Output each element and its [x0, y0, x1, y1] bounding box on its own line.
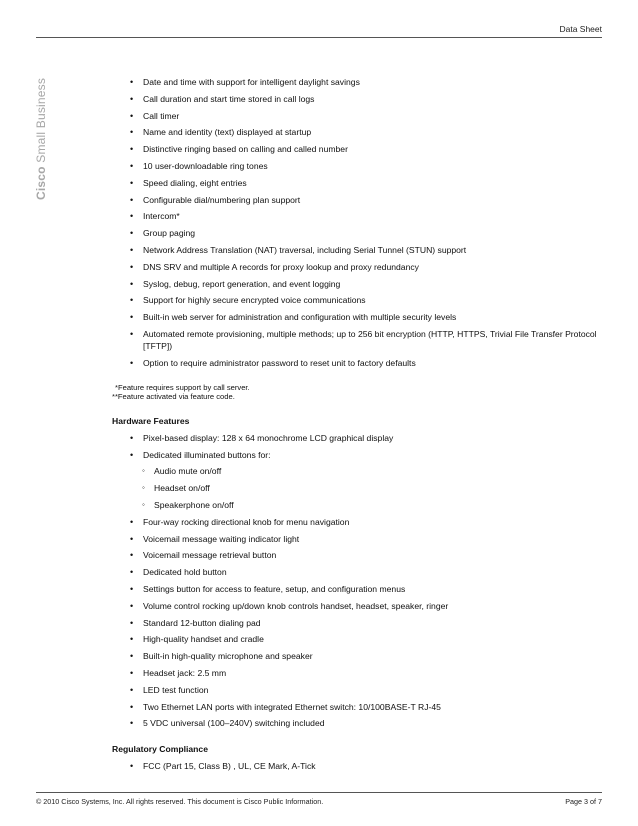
- list-item: • Pixel-based display: 128 x 64 monochrome LCD graphical display: [112, 432, 602, 444]
- list-item: • Voicemail message retrieval button: [112, 549, 602, 561]
- header-divider: [36, 37, 602, 38]
- list-item: • FCC (Part 15, Class B) , UL, CE Mark, A-Tick: [112, 760, 602, 772]
- list-item: • Dedicated hold button: [112, 566, 602, 578]
- list-item: • 10 user-downloadable ring tones: [112, 160, 602, 172]
- list-item: • Syslog, debug, report generation, and event logging: [112, 278, 602, 290]
- list-item: • Call duration and start time stored in call logs: [112, 93, 602, 105]
- hardware-features-list: [112, 432, 602, 730]
- hardware-features-heading: Hardware Features: [112, 415, 190, 426]
- sub-list-item: ◦ Speakerphone on/off: [112, 499, 602, 511]
- list-item: • Option to require administrator password to reset unit to factory defaults: [112, 357, 602, 369]
- footnote-call-server: *Feature requires support by call server.: [115, 382, 250, 392]
- main-content: [112, 76, 602, 777]
- list-item: • Dedicated illuminated buttons for:: [112, 449, 602, 461]
- regulatory-compliance-heading: Regulatory Compliance: [112, 744, 208, 755]
- list-item: • 5 VDC universal (100–240V) switching included: [112, 717, 602, 729]
- list-item: • Four-way rocking directional knob for menu navigation: [112, 516, 602, 528]
- list-item: • Standard 12-button dialing pad: [112, 617, 602, 629]
- brand-light: Small Business: [34, 77, 48, 163]
- sub-list-item: ◦ Headset on/off: [112, 482, 602, 494]
- list-item: • Support for highly secure encrypted voice communications: [112, 294, 602, 306]
- regulatory-compliance-list: [112, 760, 602, 772]
- list-item: • Date and time with support for intelligent daylight savings: [112, 76, 602, 88]
- list-item: • Built-in high-quality microphone and speaker: [112, 650, 602, 662]
- list-item: • Name and identity (text) displayed at startup: [112, 126, 602, 138]
- footer-copyright: © 2010 Cisco Systems, Inc. All rights reserved. This document is Cisco Public Information.: [36, 797, 324, 806]
- footer-page-number: Page 3 of 7: [565, 797, 602, 806]
- list-item: • Speed dialing, eight entries: [112, 177, 602, 189]
- list-item: • Automated remote provisioning, multiple methods; up to 256 bit encryption (HTTP, HTTPS, Trivial File Transfer Protocol [TFTP]): [112, 328, 602, 352]
- brand-vertical-logo: [34, 78, 48, 200]
- list-item: • Call timer: [112, 110, 602, 122]
- sub-list-item: ◦ Audio mute on/off: [112, 465, 602, 477]
- list-item: • Intercom*: [112, 210, 602, 222]
- list-item: • Settings button for access to feature, setup, and configuration menus: [112, 583, 602, 595]
- list-item: • Distinctive ringing based on calling and called number: [112, 143, 602, 155]
- list-item: • Group paging: [112, 227, 602, 239]
- list-item: • Network Address Translation (NAT) traversal, including Serial Tunnel (STUN) support: [112, 244, 602, 256]
- list-item: • Built-in web server for administration and configuration with multiple security levels: [112, 311, 602, 323]
- list-item: • High-quality handset and cradle: [112, 633, 602, 645]
- list-item: • Headset jack: 2.5 mm: [112, 667, 602, 679]
- features-list: [112, 76, 602, 369]
- list-item: • Configurable dial/numbering plan support: [112, 194, 602, 206]
- list-item: • Volume control rocking up/down knob controls handset, headset, speaker, ringer: [112, 600, 602, 612]
- list-item: • LED test function: [112, 684, 602, 696]
- header-label: Data Sheet: [559, 24, 602, 34]
- list-item: • Two Ethernet LAN ports with integrated Ethernet switch: 10/100BASE-T RJ-45: [112, 701, 602, 713]
- footnote-feature-code: **Feature activated via feature code.: [112, 391, 235, 401]
- list-item: • DNS SRV and multiple A records for proxy lookup and proxy redundancy: [112, 261, 602, 273]
- list-item: • Voicemail message waiting indicator light: [112, 533, 602, 545]
- brand-strong: Cisco: [34, 166, 48, 200]
- footer-divider: [36, 792, 602, 793]
